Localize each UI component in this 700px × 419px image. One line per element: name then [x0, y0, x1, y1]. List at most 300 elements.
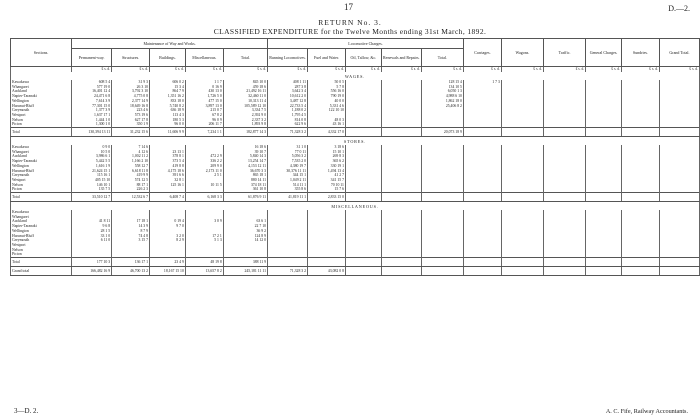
value-cell: 814 0 8	[268, 118, 308, 123]
value-cell: 430 13 0	[185, 89, 223, 94]
total-cell	[659, 193, 699, 202]
value-cell: 459 18 6	[223, 85, 267, 90]
section-heading: STORES.	[11, 137, 700, 146]
section-heading-row	[11, 72, 700, 80]
value-cell: 880 14 11	[223, 178, 267, 183]
row-label: Auckland	[11, 154, 72, 159]
value-cell: 88 17 1	[112, 183, 150, 188]
row-label: Auckland	[11, 89, 72, 94]
total-cell: 31,232 15 6	[112, 128, 150, 137]
total-cell	[345, 193, 381, 202]
value-cell: 1,444 1 0	[72, 118, 112, 123]
grand-total-cell	[381, 267, 421, 276]
value-cell: 5 7 8	[308, 85, 346, 90]
total-cell: 61,876 9 11	[223, 193, 267, 202]
col-general-charges: General Charges.	[586, 39, 622, 67]
value-cell: 577 19 0	[72, 85, 112, 90]
col-buildings: Buildings.	[150, 49, 186, 67]
col-sections: Sections.	[11, 39, 72, 67]
total-cell: 48 19 8	[185, 258, 223, 267]
total-cell	[381, 128, 421, 137]
grand-total-cell: 245,181 11 11	[223, 267, 267, 276]
value-cell: 269 8 3	[308, 154, 346, 159]
value-cell: 1,002 11 2	[112, 154, 150, 159]
lsd-label: £ s. d.	[268, 67, 308, 73]
lsd-label: £ s. d.	[185, 67, 223, 73]
lsd-label: £ s. d.	[72, 67, 112, 73]
value-cell: 96 0 9	[185, 118, 223, 123]
value-cell: 26 3 10	[112, 85, 150, 90]
value-cell: 5,740 8 2	[150, 104, 186, 109]
value-cell: 7 14 6	[112, 145, 150, 150]
value-cell: 18,649 16 8	[112, 104, 150, 109]
value-cell: 1,351 16 2	[150, 94, 186, 99]
total-cell	[621, 193, 659, 202]
row-label: Hurunui-Bluff	[11, 234, 72, 239]
value-cell: 344 15 1	[268, 173, 308, 178]
value-cell: 1,616 1 9	[72, 164, 112, 169]
value-cell: 6,618 11 8	[112, 169, 150, 174]
value-cell: 180 5 3	[150, 118, 186, 123]
total-cell: 4,332 17 0	[308, 128, 346, 137]
value-cell: 1 1 7	[185, 80, 223, 85]
value-cell: 378 8 1	[150, 154, 186, 159]
row-label: Westport	[11, 113, 72, 118]
value-cell: 3 18 6	[308, 145, 346, 150]
value-cell: 5,840 14 3	[223, 154, 267, 159]
value-cell: 558 12 7	[112, 164, 150, 169]
value-cell: 14 12 0	[223, 238, 267, 243]
value-cell: 48 0 3	[308, 118, 346, 123]
value-cell: 4,380 19 7	[268, 164, 308, 169]
value-cell: 6 11 0	[72, 238, 112, 243]
col-running-locomotives: Running Locomotives.	[268, 49, 308, 67]
section-heading-row	[11, 202, 700, 211]
value-cell: 23 13 1	[150, 150, 186, 155]
row-label: Greymouth	[11, 173, 72, 178]
value-cell: 125 16 1	[150, 183, 186, 188]
value-cell: 1,049 2 11	[268, 178, 308, 183]
footer-left: 3—D. 2.	[14, 407, 39, 415]
total-cell	[421, 258, 463, 267]
total-cell	[463, 193, 501, 202]
value-cell: 39 10 7	[223, 150, 267, 155]
value-cell: 636 18 9	[150, 108, 186, 113]
value-cell: 3 15 7	[112, 238, 150, 243]
value-cell: 4,153 12 11	[223, 164, 267, 169]
grand-total-cell	[501, 267, 543, 276]
col-group-maintenance: Maintenance of Way and Works.	[72, 39, 268, 49]
value-cell: 24,471 6 8	[72, 94, 112, 99]
col-group-locomotive: Locomotive Charges.	[268, 39, 464, 49]
lsd-label: £ s. d.	[586, 67, 622, 73]
value-cell: 419 9 9	[112, 173, 150, 178]
section-total-row	[11, 258, 700, 267]
total-cell	[421, 193, 463, 202]
total-cell	[308, 258, 346, 267]
value-cell: 3,792 3 10	[112, 89, 150, 94]
value-cell: 1,637 17 1	[72, 113, 112, 118]
value-cell: 287 3 8	[268, 85, 308, 90]
total-cell: 71,328 3 2	[268, 128, 308, 137]
total-cell	[544, 128, 586, 137]
value-cell: 10,313 11 4	[223, 99, 267, 104]
value-cell: 627 17 8	[112, 118, 150, 123]
col-carriages: Carriages.	[463, 39, 501, 67]
value-cell: 30,376 11 11	[268, 169, 308, 174]
total-cell: 2,833 15 0	[308, 193, 346, 202]
col-fuel-water: Fuel and Water.	[308, 49, 346, 67]
value-cell: 13,254 14 7	[223, 159, 267, 164]
grand-total-cell: 71,328 3 2	[268, 267, 308, 276]
grand-total-cell: 13,657 8 2	[185, 267, 223, 276]
value-cell: 122 10 10	[308, 108, 346, 113]
value-cell: 790 19 0	[308, 94, 346, 99]
col-locomotive-total: Total.	[421, 49, 463, 67]
value-cell: 606 0 2	[150, 80, 186, 85]
grand-total-cell	[345, 267, 381, 276]
grand-total-cell: 18,167 15 10	[150, 267, 186, 276]
row-label: Nelson	[11, 183, 72, 188]
value-cell: 9 7 0	[150, 224, 186, 229]
value-cell: 365 6 2	[308, 159, 346, 164]
value-cell: 1,188 0 2	[268, 108, 308, 113]
value-cell: 2,377 14 9	[112, 99, 150, 104]
row-label: Picton	[11, 252, 72, 257]
section-total-row	[11, 193, 700, 202]
value-cell: 1,795 4 5	[268, 113, 308, 118]
total-cell: 130,394 13 11	[72, 128, 112, 137]
total-cell: 177 10 3	[72, 258, 112, 267]
total-cell: 388 11 9	[223, 258, 267, 267]
grand-total-cell	[421, 267, 463, 276]
row-label: Picton	[11, 187, 72, 192]
total-cell: 7,234 1 1	[185, 128, 223, 137]
value-cell: 1,862 18 0	[421, 99, 463, 104]
value-cell: 43 16 1	[308, 122, 346, 127]
row-label: Westport	[11, 243, 72, 248]
value-cell: 336 2 2	[185, 159, 223, 164]
value-cell: 1,726 5 0	[185, 94, 223, 99]
value-cell: 1,300 1 0	[72, 122, 112, 127]
grand-total-cell	[586, 267, 622, 276]
value-cell: 1,377 3 9	[72, 108, 112, 113]
value-cell: 209 9 0	[185, 164, 223, 169]
value-cell: 14 3 9	[112, 224, 150, 229]
lsd-label: £ s. d.	[112, 67, 150, 73]
value-cell: 4 12 6	[112, 150, 150, 155]
total-cell: 182,877 14 3	[223, 128, 267, 137]
value-cell: 408 1 11	[268, 80, 308, 85]
col-traffic: Traffic.	[544, 39, 586, 67]
lsd-label: £ s. d.	[381, 67, 421, 73]
value-cell: 3 0 9	[185, 219, 223, 224]
value-cell: 74 4 8	[112, 234, 150, 239]
row-label: Wellington	[11, 229, 72, 234]
value-cell: 3,897 13 0	[185, 104, 223, 109]
table-body	[11, 67, 700, 276]
value-cell: 15 10 1	[308, 150, 346, 155]
value-cell: 77,301 15 0	[72, 104, 112, 109]
col-structures: Structures.	[112, 49, 150, 67]
total-cell	[501, 193, 543, 202]
value-cell: 67 8 2	[185, 113, 223, 118]
row-label: Nelson	[11, 248, 72, 253]
row-label: Westport	[11, 178, 72, 183]
row-label: Hurunui-Bluff	[11, 169, 72, 174]
value-cell: 21,624 15 1	[72, 169, 112, 174]
row-label: Whangarei	[11, 215, 72, 220]
value-cell: 96 0 0	[150, 122, 186, 127]
row-label: Napier-Taranaki	[11, 94, 72, 99]
value-cell: 391 6 6	[150, 173, 186, 178]
row-label: Kawakawa	[11, 145, 72, 150]
total-cell: 11,606 9 9	[150, 128, 186, 137]
value-cell: 1,893 9 8	[223, 122, 267, 127]
value-cell: 573 19 6	[112, 113, 150, 118]
row-label: Kawakawa	[11, 80, 72, 85]
value-cell: 2,337 3 2	[223, 118, 267, 123]
value-cell: 1,166 2 10	[112, 159, 150, 164]
col-oil-tallow: Oil, Tallow, &c.	[345, 49, 381, 67]
value-cell: 135 7 5	[72, 187, 112, 192]
value-cell: 15 7 6	[308, 187, 346, 192]
value-cell: 2,173 11 0	[185, 169, 223, 174]
total-cell: 41,819 11 1	[268, 193, 308, 202]
report-subtitle: CLASSIFIED EXPENDITURE for the Twelve Months ending 31st March, 1892.	[213, 27, 487, 36]
total-cell	[544, 193, 586, 202]
grand-total-cell	[544, 267, 586, 276]
col-sundries: Sundries.	[621, 39, 659, 67]
value-cell: 50 0 5	[308, 80, 346, 85]
value-cell: 0 16 9	[185, 85, 223, 90]
col-miscellaneous: Miscellaneous.	[185, 49, 223, 67]
total-cell	[381, 193, 421, 202]
value-cell: 1,494 13 4	[308, 169, 346, 174]
grand-total-cell: 46,700 13 2	[112, 267, 150, 276]
value-cell: 4,775 0 8	[112, 94, 150, 99]
section-total-row	[11, 128, 700, 137]
row-label: Kawakawa	[11, 210, 72, 215]
grand-total-cell	[463, 267, 501, 276]
value-cell: 63 6 1	[223, 219, 267, 224]
value-cell: 226 2 3	[112, 187, 150, 192]
total-cell	[659, 258, 699, 267]
lsd-label: £ s. d.	[501, 67, 543, 73]
row-label: Hurunui-Bluff	[11, 104, 72, 109]
section-heading-row	[11, 137, 700, 146]
section-heading: MISCELLANEOUS.	[11, 202, 700, 211]
col-permanent-way: Permanent-way.	[72, 49, 112, 67]
value-cell: 8 7 9	[112, 229, 150, 234]
value-cell: 206 11 7	[185, 122, 223, 127]
value-cell: 5,442 5 5	[72, 159, 112, 164]
grand-total-cell: 166,482 16 9	[72, 267, 112, 276]
value-cell: 5,056 3 2	[268, 154, 308, 159]
value-cell: 373 5 4	[150, 159, 186, 164]
value-cell: 36,670 3 3	[223, 169, 267, 174]
value-cell: 419 8 8	[150, 164, 186, 169]
grand-total-label: Grand total	[11, 267, 72, 276]
value-cell: 16 18 6	[223, 145, 267, 150]
row-label: Whangarei	[11, 85, 72, 90]
total-cell: 6,408 7 4	[150, 193, 186, 202]
value-cell: 3 2 0	[150, 234, 186, 239]
value-cell: 32 8 1	[150, 178, 186, 183]
total-cell	[586, 258, 622, 267]
value-cell: 128 15 4	[421, 80, 463, 85]
row-label: Wellington	[11, 99, 72, 104]
value-cell: 622 9 6	[268, 122, 308, 127]
value-cell: 32,460 11 0	[223, 94, 267, 99]
total-cell	[544, 258, 586, 267]
value-cell: 514 11 1	[268, 183, 308, 188]
value-cell: 16,401 12 4	[72, 89, 112, 94]
col-renewals-repairs: Renewals and Repairs.	[381, 49, 421, 67]
total-cell	[268, 258, 308, 267]
value-cell: 3,334 7 5	[223, 108, 267, 113]
total-cell: 6,168 3 3	[185, 193, 223, 202]
value-cell: 215 0 7	[185, 108, 223, 113]
lsd-label: £ s. d.	[223, 67, 267, 73]
lsd-label: £ s. d.	[345, 67, 381, 73]
lsd-label: £ s. d.	[308, 67, 346, 73]
lsd-label: £ s. d.	[544, 67, 586, 73]
total-cell: 12,532 6 7	[112, 193, 150, 202]
section-heading: WAGES.	[11, 72, 700, 80]
value-cell: 17 2 1	[185, 234, 223, 239]
value-cell: 2 5 1	[185, 173, 223, 178]
value-cell: 10 11 5	[185, 183, 223, 188]
row-label: Auckland	[11, 219, 72, 224]
value-cell: 355 8 6	[268, 187, 308, 192]
lsd-label: £ s. d.	[463, 67, 501, 73]
row-label: Napier-Taranaki	[11, 224, 72, 229]
row-label: Greymouth	[11, 108, 72, 113]
value-cell: 9 6 8	[72, 224, 112, 229]
value-cell: 223 4 6	[112, 108, 150, 113]
value-cell: 15 3 4	[150, 85, 186, 90]
value-cell: 134 10 5	[421, 85, 463, 90]
total-cell: 23 4 9	[150, 258, 186, 267]
lsd-label: £ s. d.	[659, 67, 699, 73]
value-cell: 21,492 16 11	[223, 89, 267, 94]
total-label: Total	[11, 128, 72, 137]
value-cell: 405 15 10	[72, 178, 112, 183]
value-cell: 8 2 9	[150, 238, 186, 243]
value-cell: 105,589 12 10	[223, 104, 267, 109]
grand-total-cell: 43,082 0 8	[308, 267, 346, 276]
grand-total-cell	[659, 267, 699, 276]
value-cell: 4,175 18 6	[150, 169, 186, 174]
total-cell	[463, 258, 501, 267]
value-cell: 31 9 3	[112, 80, 150, 85]
value-cell: 40 0 0	[308, 99, 346, 104]
value-cell: 70 10 11	[308, 183, 346, 188]
value-cell: 146 10 1	[72, 183, 112, 188]
value-cell: 36 9 2	[223, 229, 267, 234]
total-cell	[463, 128, 501, 137]
value-cell: 3,642 3 4	[268, 89, 308, 94]
value-cell: 33 1 0	[72, 234, 112, 239]
value-cell: 574 12 5	[112, 178, 150, 183]
value-cell: 124 8 9	[223, 234, 267, 239]
row-label: Whangarei	[11, 150, 72, 155]
lsd-label: £ s. d.	[421, 67, 463, 73]
value-cell: 25,406 8 2	[421, 104, 463, 109]
value-cell: 374 18 11	[223, 183, 267, 188]
value-cell: 864 7 9	[150, 89, 186, 94]
total-cell	[586, 193, 622, 202]
grand-total-cell	[621, 267, 659, 276]
col-wagons: Wagons.	[501, 39, 543, 67]
value-cell: 22 7 10	[223, 224, 267, 229]
value-cell: 5,331 4 6	[308, 104, 346, 109]
total-cell	[345, 128, 381, 137]
value-cell: 6,050 1 3	[421, 89, 463, 94]
total-cell	[381, 258, 421, 267]
page-number: 17	[344, 2, 353, 12]
value-cell: 608 5 4	[72, 80, 112, 85]
total-cell: 20,073 18 9	[421, 128, 463, 137]
row-label: Wellington	[11, 164, 72, 169]
value-cell: 77 0 11	[268, 150, 308, 155]
total-cell: 33,510 12 7	[72, 193, 112, 202]
value-cell: 5 1 3	[185, 238, 223, 243]
lsd-label: £ s. d.	[621, 67, 659, 73]
value-cell: 833 18 0	[150, 99, 186, 104]
value-cell: 361 10 8	[223, 187, 267, 192]
value-cell: 3,487 12 8	[268, 99, 308, 104]
value-cell: 477 15 0	[185, 99, 223, 104]
value-cell: 17 18 1	[112, 219, 150, 224]
value-cell: 350 1 9	[112, 122, 150, 127]
total-cell	[586, 128, 622, 137]
value-cell: 7,535 2 0	[268, 159, 308, 164]
row-label: Napier-Taranaki	[11, 159, 72, 164]
value-cell: 0 9 0	[72, 145, 112, 150]
value-cell: 115 16 1	[72, 173, 112, 178]
row-label: Greymouth	[11, 238, 72, 243]
value-cell: 7,614 3 9	[72, 99, 112, 104]
value-cell: 41 8 11	[72, 219, 112, 224]
col-maintenance-total: Total.	[223, 49, 267, 67]
value-cell: 2,392 9 0	[223, 113, 267, 118]
lsd-label: £ s. d.	[150, 67, 186, 73]
value-cell: 472 2 9	[185, 154, 223, 159]
total-cell	[345, 258, 381, 267]
value-cell: 0 19 4	[150, 219, 186, 224]
total-cell	[501, 128, 543, 137]
value-cell: 341 15 7	[308, 178, 346, 183]
value-cell: 3,986 6 1	[72, 154, 112, 159]
value-cell: 845 10 0	[223, 80, 267, 85]
value-cell: 10 5 0	[72, 150, 112, 155]
total-cell	[621, 128, 659, 137]
return-title: RETURN No. 3.	[318, 18, 382, 27]
total-cell	[621, 258, 659, 267]
value-cell: 113 4 3	[150, 113, 186, 118]
value-cell: 330 19 1	[308, 164, 346, 169]
value-cell: 865 18 1	[223, 173, 267, 178]
grand-total-row	[11, 267, 700, 276]
row-label: Picton	[11, 122, 72, 127]
value-cell: 10,612 2 0	[268, 94, 308, 99]
total-label: Total	[11, 193, 72, 202]
section-ref: D.—2.	[668, 4, 690, 13]
value-cell: 556 16 0	[308, 89, 346, 94]
footer-right: A. C. Fife, Railway Accountants.	[605, 408, 688, 415]
